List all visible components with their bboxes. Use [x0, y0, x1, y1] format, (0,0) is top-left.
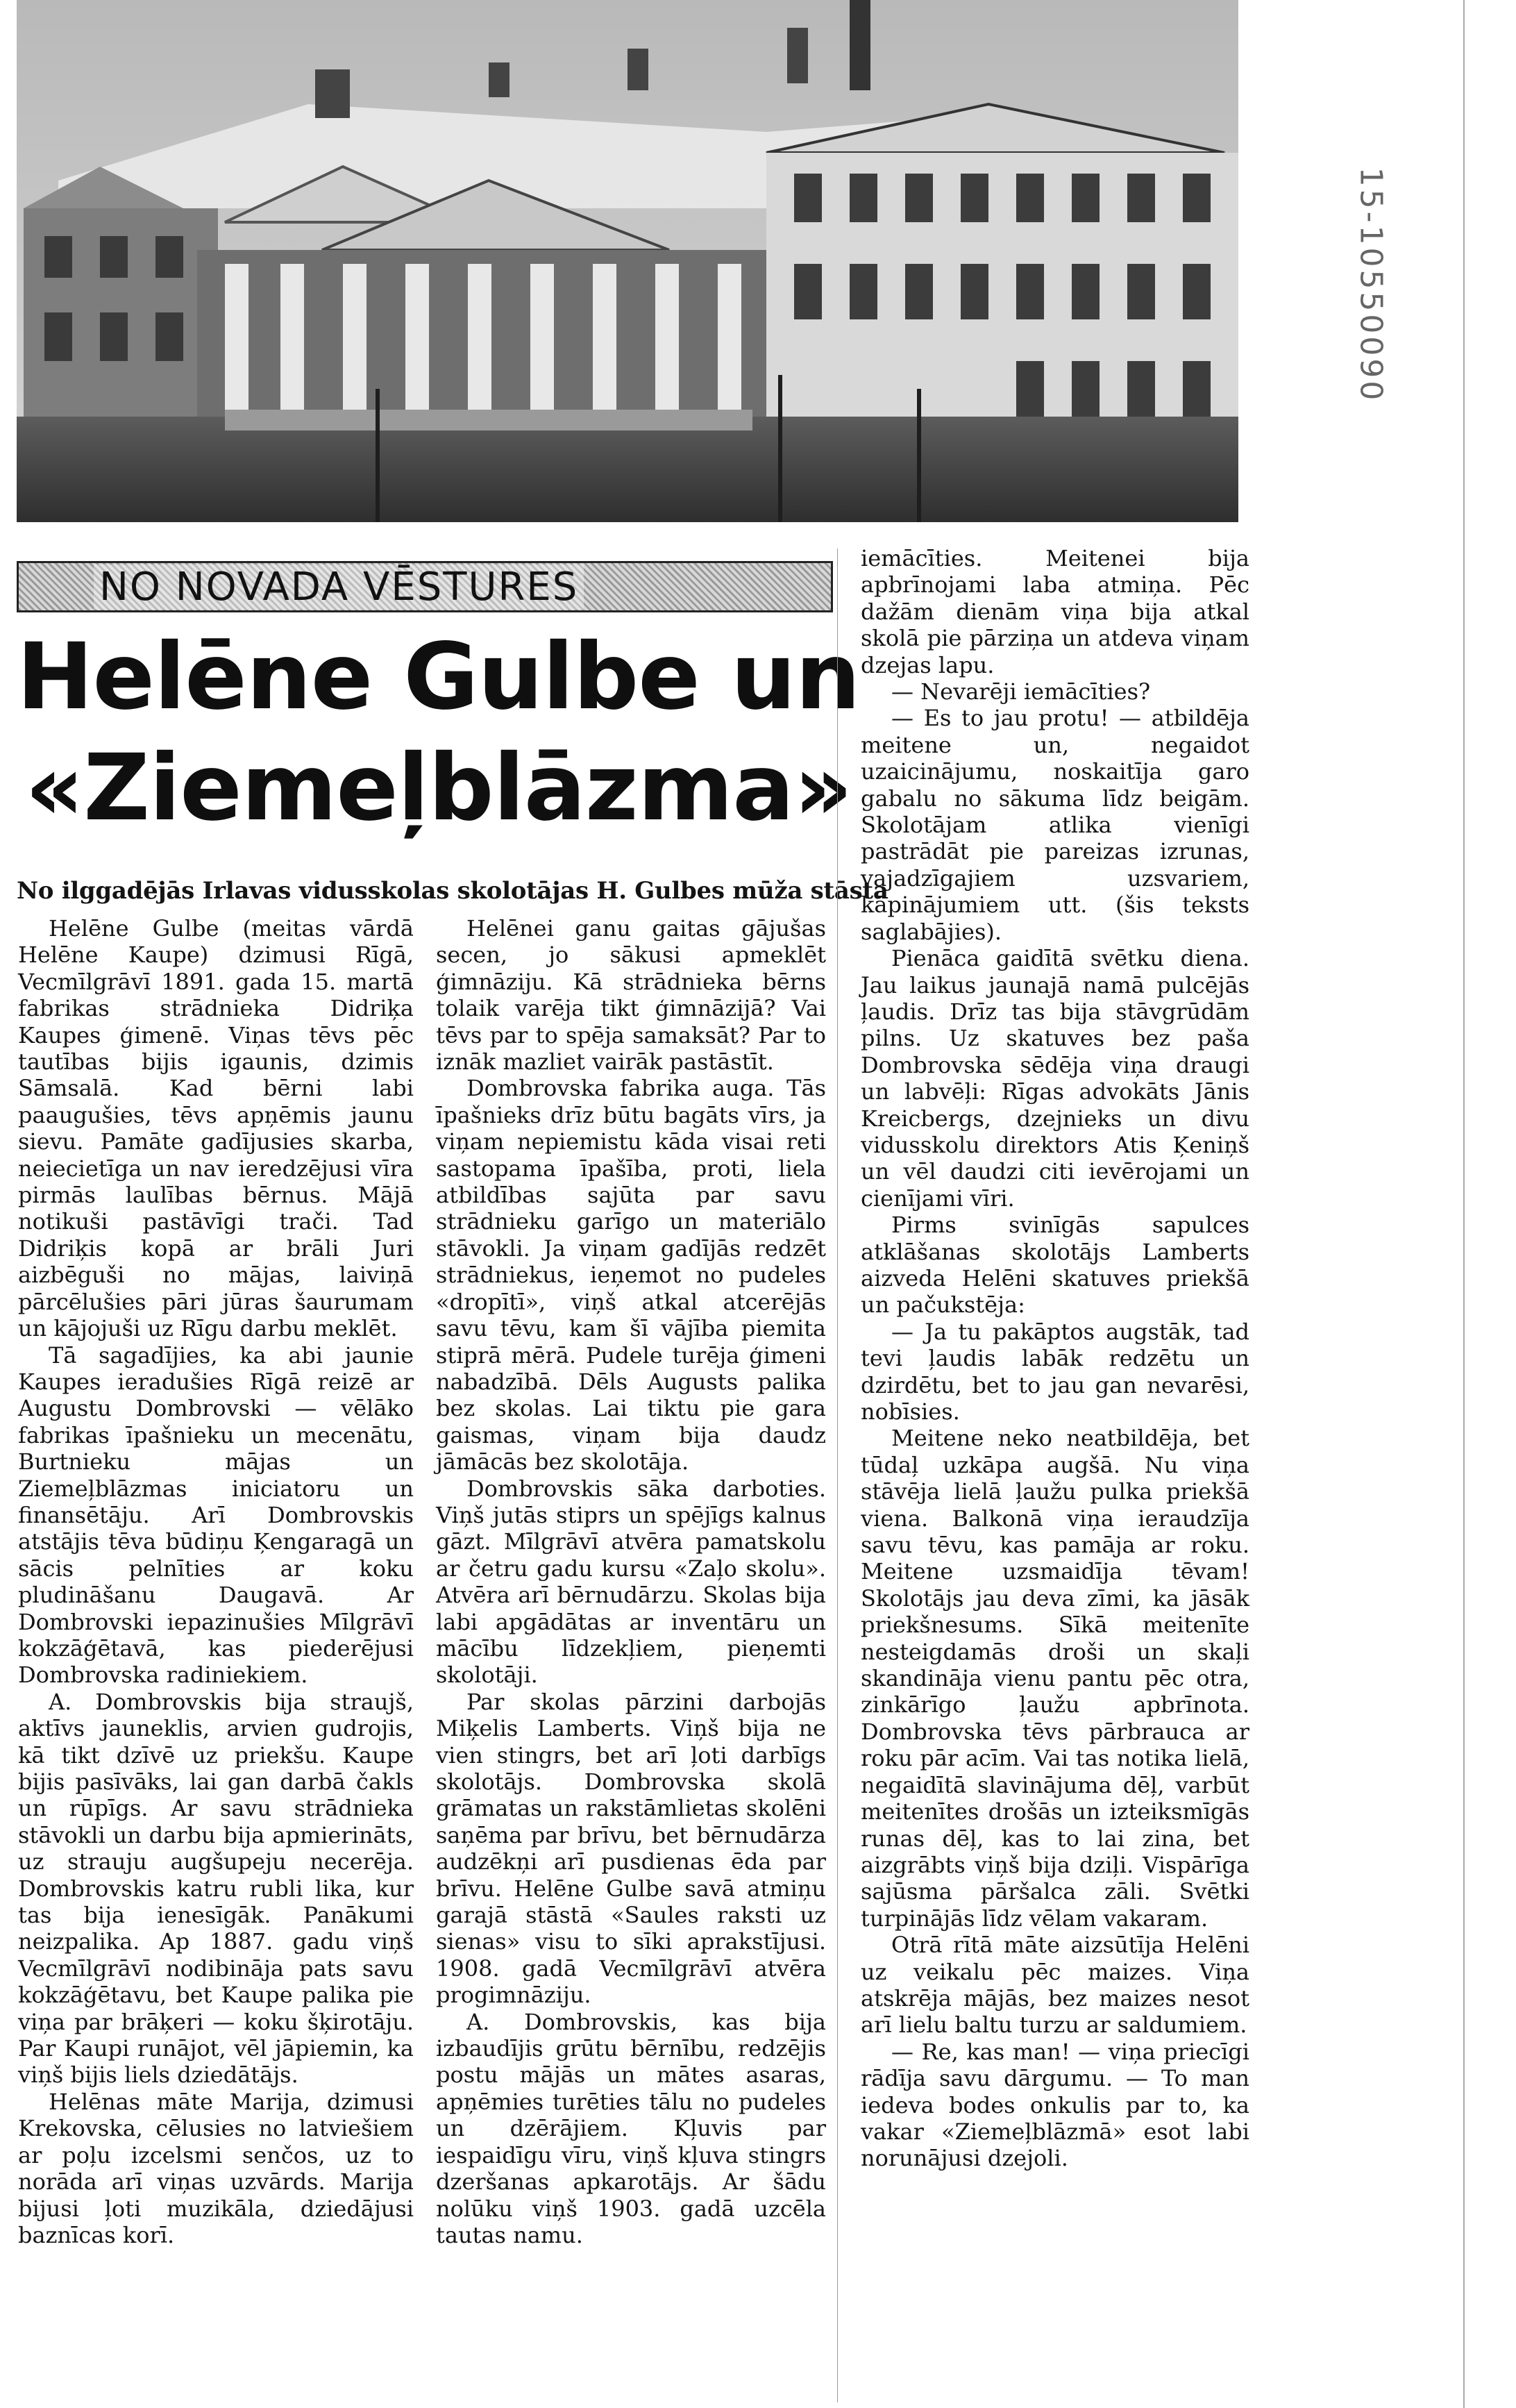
rubric-label: NO NOVADA VĒSTURES	[94, 565, 584, 610]
article-column-2	[436, 915, 826, 2248]
paragraph: Helēnas māte Marija, dzimusi Krekovska, cēlusies no latviešiem ar poļu izcelsmi senčos, uz to norāda arī viņas uzvārds. Marija bijusi ļoti muzikāla, dziedājusi baznīcas korī.	[18, 2088, 414, 2248]
paragraph: Dombrovska fabrika auga. Tās īpašnieks drīz būtu bagāts vīrs, ja viņam nepiemistu kāda visai reti sastopama īpašība, proti, liela atbildības sajūta par savu strādnieku garīgo un materiālo stāvokli. Ja viņam gadījās redzēt strādniekus, ieņemot no pudeles «dropītī», viņš atkal atcerējās savu tēvu, kam šī vājība piemita stiprā mērā. Pudele turēja ģimeni nabadzībā. Dēls Augusts palika bez skolas. Lai tiktu pie gara gaismas, viņam bija daudz jāmācās bez skolotāja.	[436, 1075, 826, 1475]
article-subtitle: No ilggadējās Irlavas vidusskolas skolotājas H. Gulbes mūža stāsta	[17, 877, 888, 905]
headline-line-1: Helēne Gulbe un	[17, 624, 860, 730]
paragraph: Otrā rītā māte aizsūtīja Helēni uz veikalu pēc maizes. Viņa atskrēja mājās, bez maizes nesot arī lielu baltu turzu ar saldumiem.	[861, 1932, 1249, 2039]
paragraph: Meitene neko neatbildēja, bet tūdaļ uzkāpa augšā. Nu viņa stāvēja lielā ļaužu pulka priekšā viena. Balkonā viņa ieraudzīja savu tēvu, kas pamāja ar roku. Meitene uzsmaidīja tēvam! Skolotājs jau deva zīmi, ka jāsāk priekšnesums. Sīkā meitenīte nesteigdamās droši un skaļi skandināja vienu pantu pēc otra, zinkārīgo ļaužu apbrīnota. Dombrovska tēvs pārbrauca ar roku pār acīm. Vai tas notika lielā, negaidītā slavinājuma dēļ, varbūt meitenītes drošās un izteiksmīgās runas dēļ, kas to lai zina, bet aizgrābts viņš bija dziļi. Vispārīga sajūsma pāršalca zāli. Svētki turpinājās līdz vēlam vakaram.	[861, 1425, 1249, 1932]
page-edge	[1463, 0, 1465, 2408]
paragraph: Helēnei ganu gaitas gājušas secen, jo sākusi apmeklēt ģimnāziju. Kā strādnieka bērns tolaik varēja tikt ģimnāzijā? Vai tēvs par to spēja samaksāt? Par to iznāk mazliet vairāk pastāstīt.	[436, 915, 826, 1076]
building-photo	[17, 0, 1238, 522]
article-column-1	[18, 915, 414, 2248]
paragraph: A. Dombrovskis bija straujš, aktīvs jauneklis, arvien gudrojis, kā tikt dzīvē uz priekšu. Kaupe bijis pasīvāks, lai gan darbā čakls un rūpīgs. Ar savu strādnieka stāvokli un darbu bija apmierināts, uz strauju augšupeju necerēja. Dombrovskis katru rubli lika, kur tas bija ienesīgāk. Panākumi neizpalika. Ap 1887. gadu viņš Vecmīlgrāvī nodibināja pats savu kokzāģētavu, bet Kaupe palika pie viņa par brāķeri — koku šķirotāju. Par Kaupi runājot, vēl jāpiemin, ka viņš bijis liels dziedātājs.	[18, 1688, 414, 2089]
paragraph: Helēne Gulbe (meitas vārdā Helēne Kaupe) dzimusi Rīgā, Vecmīlgrāvī 1891. gada 15. martā fabrikas strādnieka Didriķa Kaupes ģimenē. Viņas tēvs pēc tautības bijis igaunis, dzimis Sāmsalā. Kad bērni labi paaugušies, tēvs apņēmis jaunu sievu. Pamāte gadījusies skarba, neiecietīga un nav ieredzējusi vīra pirmās laulības bērnus. Mājā notikuši pastāvīgi trači. Tad Didriķis kopā ar brāli Juri aizbēguši no mājas, laiviņā pārcēlušies pāri jūras šaurumam un kājojuši uz Rīgu darbu meklēt.	[18, 915, 414, 1342]
paragraph: — Es to jau protu! — atbildēja meitene un, negaidot uzaicinājumu, noskaitīja garo gabalu no sākuma līdz beigām. Skolotājam atlika vienīgi pastrādāt pie pareizas izrunas, vajadzīgajiem uzsvariem, kāpinājumiem utt. (šis teksts saglabājies).	[861, 705, 1249, 945]
paragraph: — Re, kas man! — viņa priecīgi rādīja savu dārgumu. — To man iedeva bodes onkulis par to, ka vakar «Ziemeļblāzmā» esot labi norunājusi dzejoli.	[861, 2038, 1249, 2172]
article-headline	[17, 621, 860, 844]
section-rubric	[17, 561, 833, 612]
paragraph: Tā sagadījies, ka abi jaunie Kaupes ieradušies Rīgā reizē ar Augustu Dombrovski — vēlāko fabrikas īpašnieku un mecenātu, Burtnieku mājas un Ziemeļblāzmas iniciatoru un finansētāju. Arī Dombrovskis atstājis tēva būdiņu Ķengaragā un sācis pelnīties ar koku pludināšanu Daugavā. Ar Dombrovski iepazinušies Mīlgrāvī kokzāģētavā, kas piederējusi Dombrovska radiniekiem.	[18, 1341, 414, 1689]
ziemelblazma-building-photo	[17, 0, 1238, 522]
archive-number-text: 15-10550090	[1353, 167, 1389, 403]
headline-line-2: «Ziemeļblāzma»	[25, 735, 852, 842]
paragraph: A. Dombrovskis, kas bija izbaudījis grūtu bērnību, redzējis postu mājās un mātes asaras, apņēmies turēties tālu no pudeles un dzērājiem. Kļuvis par iespaidīgu vīru, viņš kļuva stingrs dzeršanas apkarotājs. Ar šādu nolūku viņš 1903. gadā uzcēla tautas namu.	[436, 2008, 826, 2248]
paragraph: — Nevarēji iemācīties?	[891, 678, 1151, 705]
paragraph: — Ja tu pakāptos augstāk, tad tevi ļaudis labāk redzētu un dzirdētu, bet to jau gan nevarēsi, nobīsies.	[861, 1318, 1249, 1425]
paragraph: Par skolas pārzini darbojās Miķelis Lamberts. Viņš bija ne vien stingrs, bet arī ļoti darbīgs skolotājs. Dombrovska skolā grāmatas un rakstāmlietas skolēni saņēma par brīvu, bet bērnudārza audzēkņi arī pusdienas ēda par brīvu. Helēne Gulbe savā atmiņu garajā stāstā «Saules raksti uz sienas» visu to sīki aprakstījusi. 1908. gadā Vecmīlgrāvī atvēra progimnāziju.	[436, 1688, 826, 2009]
column-divider	[837, 549, 838, 2402]
article-column-3	[861, 545, 1249, 2172]
paragraph: iemācīties. Meitenei bija apbrīnojami laba atmiņa. Pēc dažām dienām viņa bija atkal skolā pie pārziņa un atdeva viņam dzejas lapu.	[861, 545, 1249, 678]
paragraph: Pirms svinīgās sapulces atklāšanas skolotājs Lamberts aizveda Helēni skatuves priekšā un pačukstēja:	[861, 1212, 1249, 1319]
archive-handwritten-number	[1343, 146, 1399, 424]
paragraph: Pienāca gaidītā svētku diena. Jau laikus jaunajā namā pulcējās ļaudis. Drīz tas bija stāvgrūdām pilns. Uz skatuves bez paša Dombrovska sēdēja viņa draugi un labvēļi: Rīgas advokāts Jānis Kreicbergs, dzejnieks un divu vidusskolu direktors Atis Ķeniņš un vēl daudzi citi ievērojami un cienījami vīri.	[861, 945, 1249, 1212]
paragraph: Dombrovskis sāka darboties. Viņš jutās stiprs un spējīgs kalnus gāzt. Mīlgrāvī atvēra pamatskolu ar četru gadu kursu «Zaļo skolu». Atvēra arī bērnudārzu. Skolas bija labi apgādātas ar inventāru un mācību līdzekļiem, pieņemti skolotāji.	[436, 1475, 826, 1689]
